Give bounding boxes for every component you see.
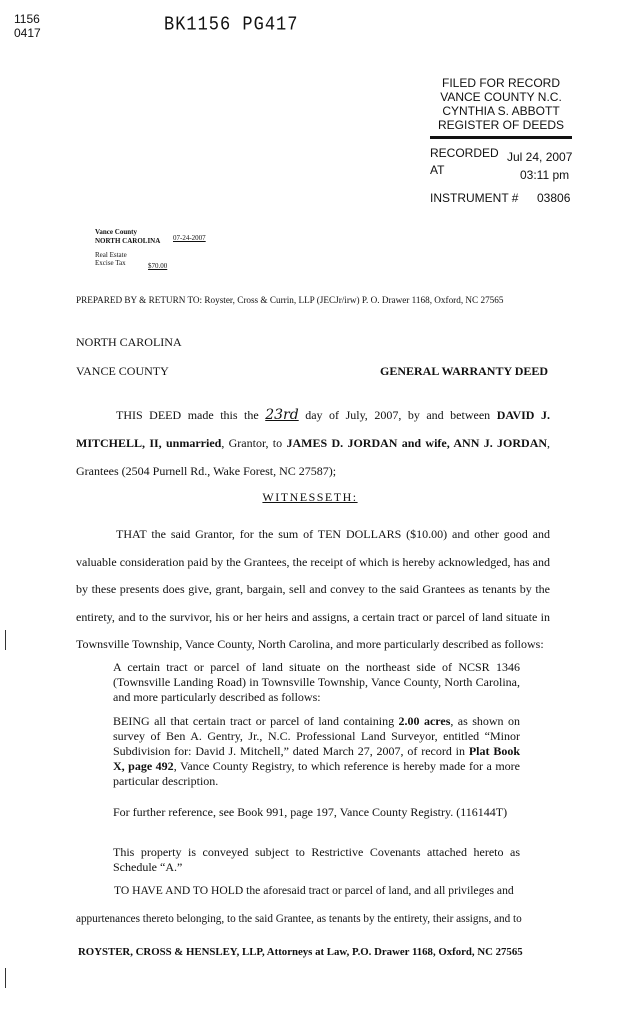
instrument-number: 03806 — [537, 191, 571, 205]
book-page-stamp: BK1156 PG417 — [164, 14, 299, 37]
description-text-c: , Vance County Registry, to which reference is hereby made for a more particular description. — [113, 759, 520, 788]
excise-county: Vance County — [95, 228, 137, 236]
scan-edge-mark-2 — [5, 968, 6, 988]
intro-text-4: , Grantees (2504 Purnell Rd., Wake Forest, NC 27587); — [76, 436, 551, 478]
recorded-time: 03:11 pm — [520, 168, 570, 182]
filing-stamp-line2: VANCE COUNTY N.C. — [440, 90, 562, 104]
excise-amount: $70.00 — [148, 262, 168, 270]
county-heading: VANCE COUNTY — [76, 364, 169, 378]
description-text-b: , as shown on survey of Ben A. Gentry, Jr., N.C. Professional Land Surveyor, entitled “Minor Subdivision for: David J. Mitchell,” dated March 27, 2007, of record in — [113, 714, 520, 758]
consideration-paragraph: THAT the said Grantor, for the sum of TEN DOLLARS ($10.00) and other good and valuable consideration paid by the Grantees, the receipt of which is hereby acknowledged, has and by these presents does give, grant, bargain, sell and convey to the said Grantees as tenants by the entirety, and to the survivor, his or her heirs and assigns, a certain tract or parcel of land situate in Townsville Township, Vance County, North Carolina, and more particularly described as follows: — [76, 527, 550, 651]
page-ref-line1: 1156 — [14, 12, 40, 26]
description-para-3: For further reference, see Book 991, page 197, Vance County Registry. (116144T) — [113, 805, 508, 819]
excise-label-tax: Excise Tax — [95, 259, 126, 267]
intro-text-3: , Grantor, to — [221, 436, 283, 450]
state-heading: NORTH CAROLINA — [76, 335, 182, 349]
habendum-line-1: TO HAVE AND TO HOLD the aforesaid tract or parcel of land, and all privileges and — [114, 884, 514, 897]
intro-text-1: THIS DEED made this the — [116, 408, 259, 422]
intro-text-2: day of July, 2007, by and between — [305, 408, 491, 422]
habendum-line-2: appurtenances thereto belonging, to the said Grantee, as tenants by the entirety, their assigns, and to — [76, 913, 522, 925]
scan-edge-mark-1 — [5, 630, 6, 650]
instrument-label: INSTRUMENT # — [430, 191, 519, 205]
witnesseth-heading: WITNESSETH: — [262, 490, 358, 504]
grantee-names: JAMES D. JORDAN and wife, ANN J. JORDAN — [286, 436, 548, 450]
description-para-2 — [113, 714, 520, 789]
plat-reference: Plat Book X, page 492 — [113, 744, 521, 773]
acreage: 2.00 acres — [398, 714, 451, 728]
document-title: GENERAL WARRANTY DEED — [380, 364, 549, 378]
page-ref-line2: 0417 — [14, 26, 41, 40]
at-label: AT — [430, 163, 445, 177]
description-text-a: BEING all that certain tract or parcel of land containing — [113, 714, 395, 728]
intro-paragraph — [76, 401, 550, 485]
excise-label-real-estate: Real Estate — [95, 251, 127, 259]
page-ref — [14, 12, 41, 40]
description-para-4: This property is conveyed subject to Restrictive Covenants attached hereto as Schedule “A.” — [113, 845, 520, 874]
recorded-date: Jul 24, 2007 — [507, 150, 573, 164]
handwritten-day: 23rd — [265, 407, 299, 423]
description-para-1: A certain tract or parcel of land situate on the northeast side of NCSR 1346 (Townsville Landing Road) in Townsville Township, Vance County, North Carolina, and more particularly described as follows: — [113, 660, 520, 704]
filing-stamp-line3: CYNTHIA S. ABBOTT — [442, 104, 560, 118]
recorded-label: RECORDED — [430, 146, 499, 160]
excise-date: 07-24-2007 — [173, 234, 206, 242]
footer-firm: ROYSTER, CROSS & HENSLEY, LLP, Attorneys at Law, P.O. Drawer 1168, Oxford, NC 27565 — [78, 946, 523, 958]
excise-state: NORTH CAROLINA — [95, 237, 161, 245]
filing-stamp-line1: FILED FOR RECORD — [441, 76, 560, 90]
grantor-name: DAVID J. MITCHELL, II, unmarried — [76, 408, 550, 450]
prepared-by-line: PREPARED BY & RETURN TO: Royster, Cross & Currin, LLP (JECJr/irw) P. O. Drawer 1168, Oxford, NC 27565 — [76, 295, 504, 305]
filing-stamp-line4: REGISTER OF DEEDS — [437, 118, 565, 132]
filing-stamp-rule — [430, 136, 572, 139]
filing-stamp — [430, 76, 572, 132]
